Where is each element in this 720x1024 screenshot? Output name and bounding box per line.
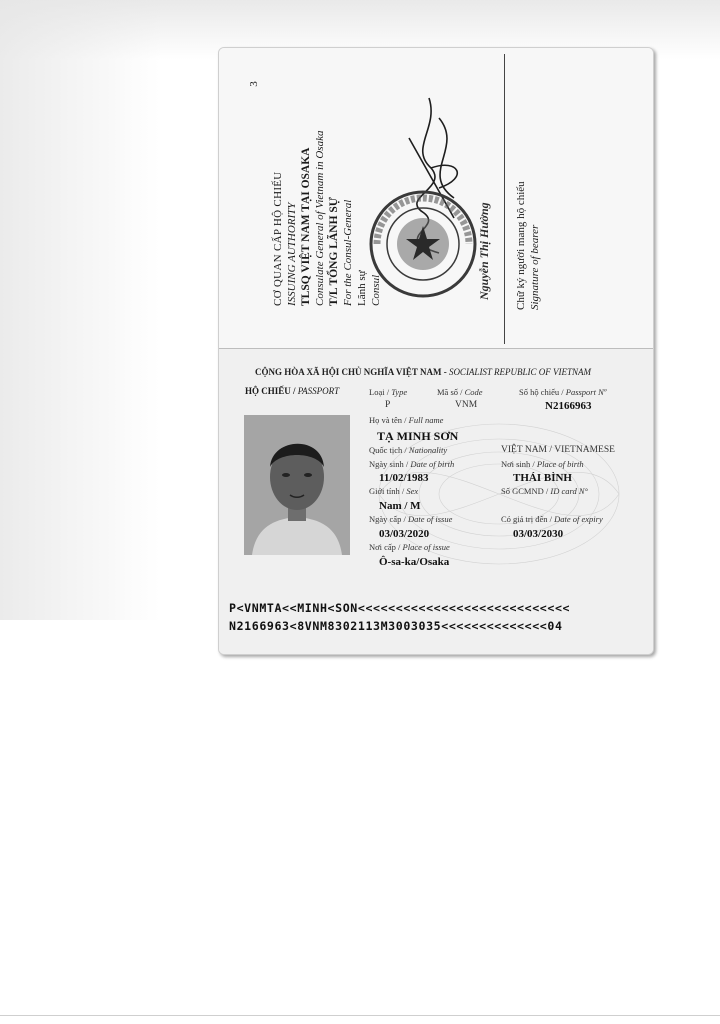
bearer-signature-label: Chữ ký người mang hộ chiếu [515, 181, 527, 310]
authority-line-4: Consulate General of Vietnam in Osaka [314, 130, 326, 306]
place-of-issue-value: Ô-sa-ka/Osaka [379, 556, 450, 568]
place-of-issue-label [369, 542, 450, 552]
mrz-line-1: P<VNMTA<<MINH<SON<<<<<<<<<<<<<<<<<<<<<<<<<<<< [229, 601, 571, 615]
sex-value: Nam / M [379, 500, 421, 512]
type-label-vn: Loại / [369, 387, 392, 397]
bearer-signature-label-en: Signature of bearer [529, 224, 541, 310]
authority-line-3: TLSQ VIỆT NAM TẠI OSAKA [300, 147, 312, 306]
place-of-issue-label-vn: Nơi cấp / [369, 542, 403, 552]
expiry-date-label-en: Date of expiry [554, 514, 603, 524]
expiry-date-value: 03/03/2030 [513, 528, 564, 540]
dob-label [369, 459, 454, 469]
expiry-date-label [501, 514, 603, 524]
authority-line-2: ISSUING AUTHORITY [286, 202, 298, 306]
type-label-en: Type [391, 387, 408, 397]
nationality-value: VIỆT NAM / VIETNAMESE [501, 445, 615, 455]
authority-line-5: T/L TỔNG LÃNH SỰ [328, 197, 340, 306]
passport-data-page [219, 348, 653, 655]
code-label-en: Code [464, 387, 483, 397]
bearer-portrait [244, 415, 350, 555]
full-name-label [369, 415, 443, 425]
id-card-label-vn: Số GCMND / [501, 486, 551, 496]
type-value: P [385, 400, 391, 410]
page-divider [504, 54, 505, 344]
sex-label [369, 486, 418, 496]
authority-line-7: Lãnh sự [356, 270, 368, 306]
pob-label [501, 459, 584, 469]
document-title [245, 386, 339, 396]
passport-number-label-en: Passport Nº [565, 387, 607, 397]
sex-label-en: Sex [406, 486, 419, 496]
mrz-line-2: N2166963<8VNM8302113M3003035<<<<<<<<<<<<<<04 [229, 619, 563, 633]
nationality-label-en: Nationality [408, 445, 448, 455]
type-label [369, 387, 407, 397]
passport-document [218, 47, 654, 655]
issuing-country [255, 367, 591, 377]
country-name-vn: CỘNG HÒA XÃ HỘI CHỦ NGHĨA VIỆT NAM - [255, 367, 449, 377]
issue-date-label-en: Date of issue [407, 514, 453, 524]
authority-line-6: For the Consul-General [342, 199, 354, 306]
code-label-vn: Mã số / [437, 387, 465, 397]
issue-date-label [369, 514, 452, 524]
full-name-label-vn: Họ và tên / [369, 415, 409, 425]
document-title-en: PASSPORT [297, 386, 340, 396]
id-card-label-en: ID card N° [550, 486, 588, 496]
issue-date-label-vn: Ngày cấp / [369, 514, 408, 524]
code-value: VNM [455, 400, 478, 410]
place-of-issue-label-en: Place of issue [402, 542, 450, 552]
pob-label-en: Place of birth [536, 459, 584, 469]
consul-name: Nguyễn Thị Hường [477, 202, 491, 300]
passport-number-value: N2166963 [545, 400, 592, 412]
passport-upper-page [219, 48, 653, 348]
full-name-value: TẠ MINH SƠN [377, 429, 459, 443]
scan-shadow-left [0, 0, 160, 620]
expiry-date-label-vn: Có giá trị đến / [501, 514, 555, 524]
pob-value: THÁI BÌNH [513, 472, 572, 484]
dob-label-en: Date of birth [410, 459, 455, 469]
dob-label-vn: Ngày sinh / [369, 459, 411, 469]
sex-label-vn: Giới tính / [369, 486, 407, 496]
bearer-signature-block [514, 181, 542, 310]
nationality-label-vn: Quốc tịch / [369, 445, 409, 455]
passport-number-label [519, 387, 606, 397]
pob-label-vn: Nơi sinh / [501, 459, 537, 469]
passport-number-label-vn: Số hộ chiếu / [519, 387, 566, 397]
nationality-label [369, 445, 447, 455]
full-name-label-en: Full name [408, 415, 444, 425]
dob-value: 11/02/1983 [379, 472, 429, 484]
bearer-photo [244, 415, 350, 555]
country-name-en: SOCIALIST REPUBLIC OF VIETNAM [448, 367, 592, 377]
document-title-vn: HỘ CHIẾU / [245, 386, 298, 396]
scan-bottom-edge [0, 1015, 720, 1016]
id-card-label [501, 486, 588, 496]
authority-line-8: Consul [370, 274, 382, 306]
issue-date-value: 03/03/2020 [379, 528, 430, 540]
authority-line-1: CƠ QUAN CẤP HỘ CHIẾU [272, 171, 284, 306]
consulate-stamp [367, 188, 479, 300]
code-label [437, 387, 483, 397]
page-number: 3 [247, 81, 260, 87]
